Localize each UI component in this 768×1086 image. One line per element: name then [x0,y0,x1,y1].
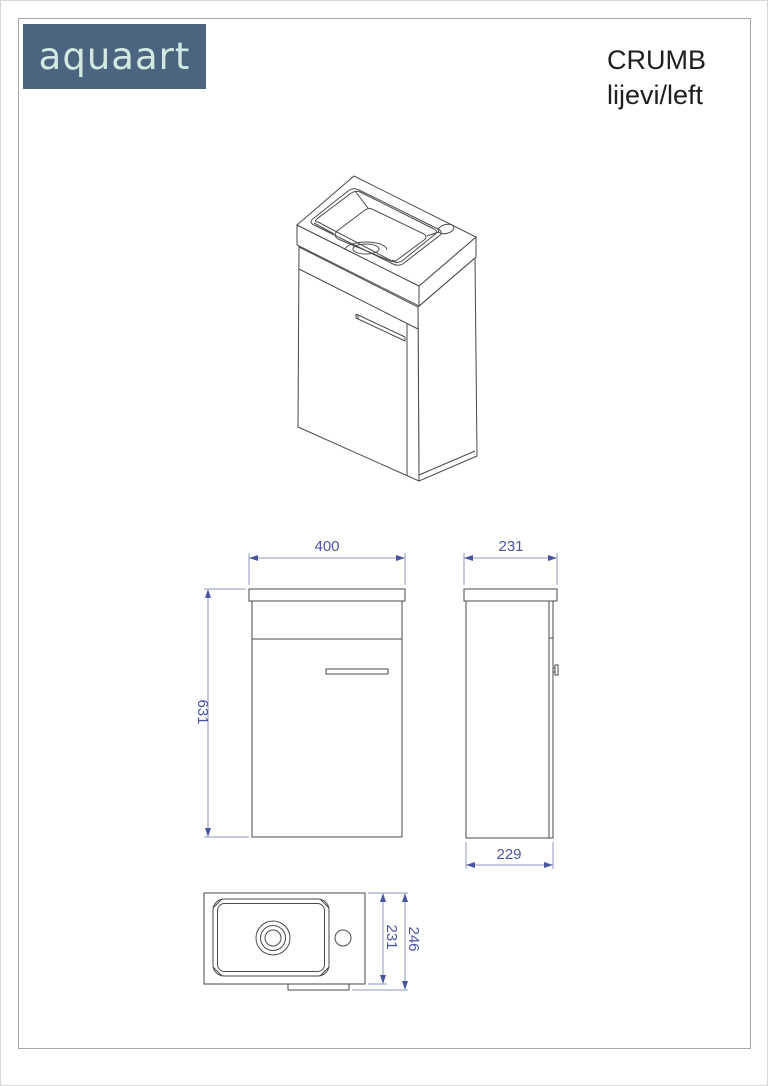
front-view [249,589,405,837]
front-basin-top [249,589,405,601]
side-basin-top [464,589,557,601]
side-view [464,589,558,838]
brand-logo-text: aquaart [38,35,191,78]
top-view [204,893,365,990]
dim-side-depth-top: 231 [498,538,524,555]
top-basin-outline [204,893,365,984]
dim-front-height: 631 [194,699,211,725]
product-variant: lijevi/left [607,80,704,110]
top-cabinet-tab [288,984,349,990]
side-handle-bar [555,665,558,675]
side-cabinet [466,601,553,838]
dim-top-total-depth: 246 [405,926,422,952]
product-name: CRUMB [607,45,706,75]
dim-side-depth-bottom: 229 [496,846,522,863]
isometric-view [297,176,477,481]
front-cabinet [252,601,402,837]
dim-front-width: 400 [314,538,340,555]
dim-top-basin-depth: 231 [383,924,400,950]
